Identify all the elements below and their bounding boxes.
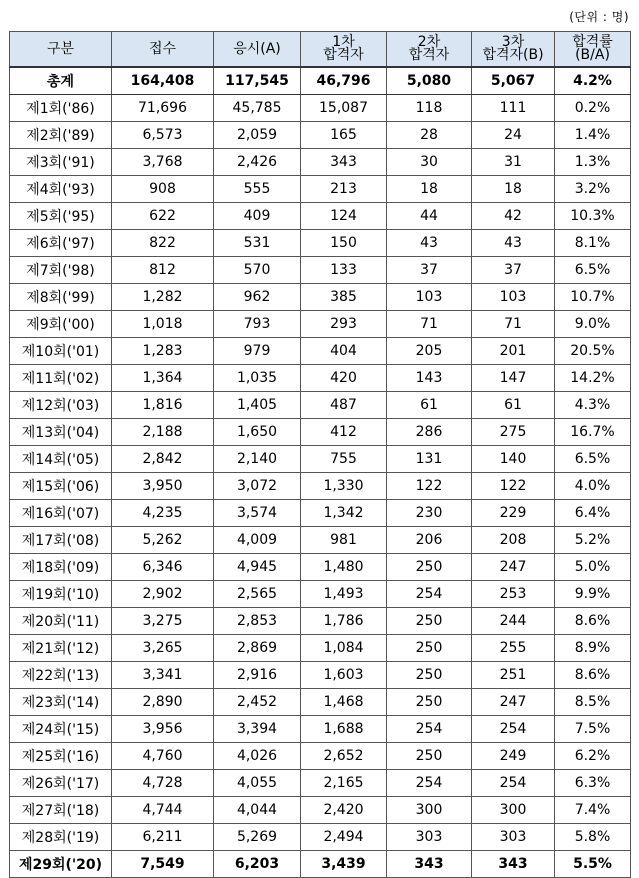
examinees-cell: 1,035 [214,365,301,392]
received-cell: 4,760 [112,743,214,770]
pass-rate-cell: 7.5% [555,716,631,743]
row-label: 제27회('18) [10,797,112,824]
header-rate-line1: 합격률 [572,34,613,50]
header-rate-line2: (B/A) [575,47,610,63]
third-pass-cell: 71 [472,311,555,338]
second-pass-cell: 118 [387,95,472,122]
header-third-pass [472,32,555,68]
third-pass-cell: 254 [472,716,555,743]
row-label: 제10회('01) [10,338,112,365]
first-pass-cell: 2,420 [301,797,387,824]
third-pass-cell: 37 [472,257,555,284]
table-row [10,770,631,797]
pass-rate-cell: 4.3% [555,392,631,419]
row-label: 제14회('05) [10,446,112,473]
received-cell: 4,728 [112,770,214,797]
row-label: 제29회('20) [10,851,112,878]
received-cell: 4,744 [112,797,214,824]
first-pass-cell: 293 [301,311,387,338]
row-label: 제1회('86) [10,95,112,122]
examinees-cell: 4,044 [214,797,301,824]
received-cell: 2,842 [112,446,214,473]
pass-rate-cell: 9.9% [555,581,631,608]
third-pass-cell: 103 [472,284,555,311]
received-cell: 6,211 [112,824,214,851]
second-pass-cell: 250 [387,743,472,770]
first-pass-cell: 2,165 [301,770,387,797]
row-label: 제6회('97) [10,230,112,257]
pass-rate-cell: 6.2% [555,743,631,770]
row-label: 제7회('98) [10,257,112,284]
pass-rate-cell: 9.0% [555,311,631,338]
examinees-cell: 4,026 [214,743,301,770]
first-pass-cell: 1,330 [301,473,387,500]
received-cell: 2,902 [112,581,214,608]
second-pass-cell: 71 [387,311,472,338]
table-row [10,743,631,770]
examinees-cell: 793 [214,311,301,338]
row-label: 제21회('12) [10,635,112,662]
table-row [10,824,631,851]
third-pass-cell: 253 [472,581,555,608]
examinees-cell: 555 [214,176,301,203]
third-pass-cell: 140 [472,446,555,473]
first-pass-cell: 981 [301,527,387,554]
second-pass-cell: 205 [387,338,472,365]
pass-rate-cell: 10.3% [555,203,631,230]
table-row [10,662,631,689]
header-pass-rate [555,32,631,68]
header-examinees: 응시(A) [214,32,301,68]
examinees-cell: 2,426 [214,149,301,176]
pass-rate-cell: 8.1% [555,230,631,257]
first-pass-cell: 1,468 [301,689,387,716]
third-pass-cell: 254 [472,770,555,797]
first-pass-cell: 1,342 [301,500,387,527]
pass-rate-cell: 20.5% [555,338,631,365]
row-label: 제18회('09) [10,554,112,581]
received-cell: 3,956 [112,716,214,743]
row-label: 제26회('17) [10,770,112,797]
row-label: 제4회('93) [10,176,112,203]
first-pass-cell: 124 [301,203,387,230]
second-pass-cell: 44 [387,203,472,230]
examinees-cell: 2,140 [214,446,301,473]
row-label: 제2회('89) [10,122,112,149]
table-row [10,392,631,419]
pass-rate-cell: 3.2% [555,176,631,203]
table-row [10,446,631,473]
table-row [10,473,631,500]
second-pass-cell: 43 [387,230,472,257]
third-pass-cell: 24 [472,122,555,149]
third-pass-cell: 255 [472,635,555,662]
pass-rate-cell: 10.7% [555,284,631,311]
header-first-pass [301,32,387,68]
first-pass-cell: 1,480 [301,554,387,581]
table-row [10,500,631,527]
table-header-row [10,32,631,68]
examinees-cell: 3,574 [214,500,301,527]
received-cell: 822 [112,230,214,257]
third-pass-cell: 251 [472,662,555,689]
header-received: 접수 [112,32,214,68]
first-pass-cell: 1,493 [301,581,387,608]
pass-rate-cell: 4.0% [555,473,631,500]
second-pass-cell: 30 [387,149,472,176]
total-row [10,67,631,95]
table-row [10,608,631,635]
examinees-cell: 2,565 [214,581,301,608]
table-row [10,176,631,203]
first-pass-cell: 213 [301,176,387,203]
examinees-cell: 409 [214,203,301,230]
table-row [10,689,631,716]
pass-rate-cell: 6.3% [555,770,631,797]
header-first-line2: 합격자 [323,47,364,63]
first-pass-cell: 3,439 [301,851,387,878]
third-pass-cell: 229 [472,500,555,527]
examinees-cell: 45,785 [214,95,301,122]
row-label: 총계 [10,67,112,95]
pass-rate-cell: 16.7% [555,419,631,446]
received-cell: 3,768 [112,149,214,176]
third-pass-cell: 5,067 [472,67,555,95]
table-row [10,338,631,365]
examinees-cell: 531 [214,230,301,257]
pass-rate-cell: 8.5% [555,689,631,716]
received-cell: 3,950 [112,473,214,500]
table-body [10,67,631,878]
header-second-line1: 2차 [417,34,441,50]
first-pass-cell: 133 [301,257,387,284]
pass-rate-cell: 8.6% [555,608,631,635]
received-cell: 1,018 [112,311,214,338]
first-pass-cell: 343 [301,149,387,176]
table-row [10,365,631,392]
third-pass-cell: 343 [472,851,555,878]
third-pass-cell: 61 [472,392,555,419]
first-pass-cell: 1,786 [301,608,387,635]
row-label: 제23회('14) [10,689,112,716]
row-label: 제20회('11) [10,608,112,635]
received-cell: 2,188 [112,419,214,446]
pass-rate-cell: 5.8% [555,824,631,851]
examinees-cell: 2,059 [214,122,301,149]
second-pass-cell: 250 [387,662,472,689]
third-pass-cell: 300 [472,797,555,824]
second-pass-cell: 250 [387,689,472,716]
first-pass-cell: 412 [301,419,387,446]
received-cell: 71,696 [112,95,214,122]
third-pass-cell: 42 [472,203,555,230]
first-pass-cell: 1,603 [301,662,387,689]
received-cell: 6,573 [112,122,214,149]
table-row [10,419,631,446]
first-pass-cell: 165 [301,122,387,149]
pass-rate-cell: 1.3% [555,149,631,176]
pass-rate-cell: 8.9% [555,635,631,662]
row-label: 제12회('03) [10,392,112,419]
first-pass-cell: 487 [301,392,387,419]
table-row [10,122,631,149]
table-row [10,203,631,230]
examinees-cell: 2,853 [214,608,301,635]
examinees-cell: 4,055 [214,770,301,797]
first-pass-cell: 404 [301,338,387,365]
second-pass-cell: 254 [387,716,472,743]
received-cell: 1,364 [112,365,214,392]
pass-rate-cell: 5.0% [555,554,631,581]
table-row [10,95,631,122]
first-pass-cell: 150 [301,230,387,257]
examinees-cell: 979 [214,338,301,365]
first-pass-cell: 420 [301,365,387,392]
second-pass-cell: 122 [387,473,472,500]
first-pass-cell: 385 [301,284,387,311]
second-pass-cell: 300 [387,797,472,824]
third-pass-cell: 208 [472,527,555,554]
examinees-cell: 117,545 [214,67,301,95]
received-cell: 812 [112,257,214,284]
second-pass-cell: 250 [387,608,472,635]
third-pass-cell: 31 [472,149,555,176]
third-pass-cell: 275 [472,419,555,446]
second-pass-cell: 254 [387,770,472,797]
pass-rate-cell: 6.5% [555,257,631,284]
examinees-cell: 1,405 [214,392,301,419]
table-row [10,635,631,662]
examinees-cell: 3,394 [214,716,301,743]
third-pass-cell: 303 [472,824,555,851]
third-pass-cell: 18 [472,176,555,203]
table-row [10,851,631,878]
table-row [10,716,631,743]
examinees-cell: 570 [214,257,301,284]
examinees-cell: 2,452 [214,689,301,716]
pass-rate-cell: 7.4% [555,797,631,824]
examinees-cell: 4,009 [214,527,301,554]
examinees-cell: 4,945 [214,554,301,581]
received-cell: 2,890 [112,689,214,716]
second-pass-cell: 18 [387,176,472,203]
third-pass-cell: 147 [472,365,555,392]
row-label: 제17회('08) [10,527,112,554]
pass-rate-cell: 6.4% [555,500,631,527]
row-label: 제28회('19) [10,824,112,851]
first-pass-cell: 46,796 [301,67,387,95]
row-label: 제24회('15) [10,716,112,743]
second-pass-cell: 286 [387,419,472,446]
second-pass-cell: 103 [387,284,472,311]
examinees-cell: 3,072 [214,473,301,500]
pass-rate-cell: 14.2% [555,365,631,392]
row-label: 제16회('07) [10,500,112,527]
received-cell: 622 [112,203,214,230]
examinees-cell: 5,269 [214,824,301,851]
received-cell: 3,341 [112,662,214,689]
examinees-cell: 6,203 [214,851,301,878]
third-pass-cell: 247 [472,689,555,716]
second-pass-cell: 5,080 [387,67,472,95]
pass-rate-cell: 5.2% [555,527,631,554]
header-category: 구분 [10,32,112,68]
pass-rate-cell: 4.2% [555,67,631,95]
examinees-cell: 1,650 [214,419,301,446]
examinees-cell: 2,869 [214,635,301,662]
first-pass-cell: 755 [301,446,387,473]
second-pass-cell: 343 [387,851,472,878]
exam-results-table [9,31,631,878]
first-pass-cell: 2,494 [301,824,387,851]
third-pass-cell: 43 [472,230,555,257]
received-cell: 3,265 [112,635,214,662]
second-pass-cell: 250 [387,554,472,581]
second-pass-cell: 143 [387,365,472,392]
pass-rate-cell: 0.2% [555,95,631,122]
third-pass-cell: 249 [472,743,555,770]
second-pass-cell: 28 [387,122,472,149]
second-pass-cell: 131 [387,446,472,473]
table-row [10,527,631,554]
row-label: 제11회('02) [10,365,112,392]
received-cell: 164,408 [112,67,214,95]
second-pass-cell: 206 [387,527,472,554]
row-label: 제13회('04) [10,419,112,446]
second-pass-cell: 37 [387,257,472,284]
row-label: 제19회('10) [10,581,112,608]
table-row [10,797,631,824]
table-row [10,581,631,608]
received-cell: 908 [112,176,214,203]
examinees-cell: 962 [214,284,301,311]
first-pass-cell: 2,652 [301,743,387,770]
header-second-pass [387,32,472,68]
first-pass-cell: 1,084 [301,635,387,662]
header-first-line1: 1차 [332,34,355,50]
row-label: 제5회('95) [10,203,112,230]
row-label: 제9회('00) [10,311,112,338]
unit-note: (단위 : 명) [569,10,629,24]
table-row [10,311,631,338]
received-cell: 4,235 [112,500,214,527]
table-row [10,284,631,311]
second-pass-cell: 61 [387,392,472,419]
table-row [10,554,631,581]
table-row [10,257,631,284]
first-pass-cell: 15,087 [301,95,387,122]
row-label: 제3회('91) [10,149,112,176]
header-third-line1: 3차 [501,34,525,50]
received-cell: 7,549 [112,851,214,878]
first-pass-cell: 1,688 [301,716,387,743]
third-pass-cell: 247 [472,554,555,581]
received-cell: 3,275 [112,608,214,635]
third-pass-cell: 201 [472,338,555,365]
row-label: 제25회('16) [10,743,112,770]
header-second-line2: 합격자 [408,47,450,63]
pass-rate-cell: 6.5% [555,446,631,473]
second-pass-cell: 250 [387,635,472,662]
table-row [10,149,631,176]
table-row [10,230,631,257]
row-label: 제8회('99) [10,284,112,311]
received-cell: 1,283 [112,338,214,365]
third-pass-cell: 122 [472,473,555,500]
second-pass-cell: 230 [387,500,472,527]
received-cell: 5,262 [112,527,214,554]
pass-rate-cell: 1.4% [555,122,631,149]
row-label: 제15회('06) [10,473,112,500]
third-pass-cell: 244 [472,608,555,635]
received-cell: 6,346 [112,554,214,581]
row-label: 제22회('13) [10,662,112,689]
pass-rate-cell: 5.5% [555,851,631,878]
second-pass-cell: 254 [387,581,472,608]
examinees-cell: 2,916 [214,662,301,689]
header-third-line2: 합격자(B) [482,47,544,63]
received-cell: 1,816 [112,392,214,419]
third-pass-cell: 111 [472,95,555,122]
pass-rate-cell: 8.6% [555,662,631,689]
second-pass-cell: 303 [387,824,472,851]
received-cell: 1,282 [112,284,214,311]
